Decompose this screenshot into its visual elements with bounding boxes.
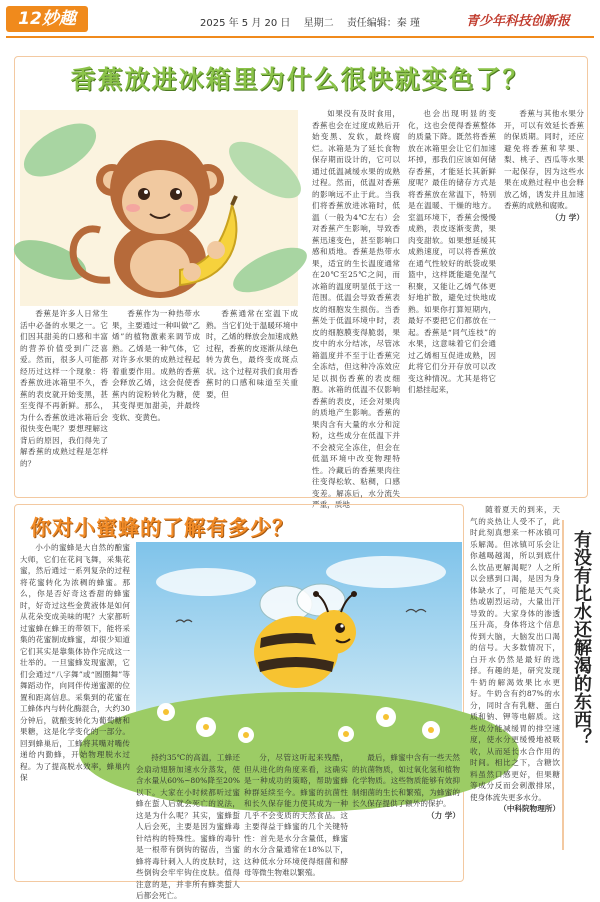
article1-col3: 香蕉通常在室温下成熟。当它们处于温暖环境中时，乙烯的释放会加速成熟过程，香蕉的皮逐渐从绿色转为黄色，最终变成斑点状。这个过程对我们食用香蕉时的口感和味道至关重要，但 — [206, 309, 298, 399]
bee-illustration — [136, 542, 462, 748]
article1-title: 香蕉放进冰箱里为什么很快就变色了？ — [70, 65, 530, 94]
article2-credit: （力 学） — [426, 810, 460, 820]
article1-col2: 香蕉作为一种热带水果，主要通过一种叫做“乙烯”的植物激素来调节成熟。乙烯是一种气体，它对许多水果的成熟过程起着重要作用。成熟的香蕉会释放乙烯，这会促使香蕉内的淀粉转化为糖，使其变得更加甜美，并最终变软、变黄色。 — [112, 309, 200, 422]
article2-col3: 分，尽管这听起来残酷，但从进化的角度来看，这确实是一种成功的策略，帮助蜜蜂种群延续至今。蜂蜜的抗菌性和长久保存能力使其成为一种几乎不会变质的天然食品。这主要得益于蜂蜜的几个关键特性：首先是水分含量低，蜂蜜的水分含量通常在18%以下，这种低水分环境使得细菌和酵母等微生物难以繁殖。 — [244, 753, 348, 877]
header-divider — [6, 36, 594, 38]
header-info — [200, 14, 430, 29]
bee-icon — [136, 542, 462, 748]
issue-date: 2025 年 5 月 20 日 — [200, 18, 291, 29]
article3-divider — [562, 520, 564, 850]
article1-col1: 香蕉是许多人日常生活中必备的水果之一。它们因其甜美的口感和丰富的营养价值受到广泛喜爱。然而，很多人可能都经历过这样一个现象：将香蕉放进冰箱里不久，香蕉的表皮就开始变黑，甚至变得不再新鲜。那么，为什么香蕉放进冰箱后会很快变色呢？要想理解这背后的原因，我们得先了解香蕉的成熟过程是怎样的？ — [20, 309, 108, 468]
article2-col1: 小小的蜜蜂是大自然的酿蜜大师，它们在花间飞舞，采集花蜜，然后通过一系列复杂的过程将花蜜转化为浓稠的蜂蜜。那么，你是否好奇这香甜的蜂蜜时，好奇过这些金黄液体是如何从花朵变成美味的呢？大家都听过蜜蜂在蜂王的带领下，能将采集的花蜜制成蜂蜜，却很少知道它们其实是靠集体协作完成这一壮举的。一旦蜜蜂发现蜜源，它们会通过“八字舞”或“圆圈舞”等舞蹈动作，向同伴传递蜜源的位置和距离信息。采集到的花蜜在工蜂体内与转化酶混合，大约30分钟后，就酿变转化为葡萄糖和果糖，这是化学变化的一部分。回到蜂巢后，工蜂将其嘴对嘴传递给内勤蜂，开始物理脱水过程。为了提高脱水效率，蜂巢内保 — [20, 543, 130, 782]
article3-credit: （中科院物理所） — [499, 804, 560, 813]
article1-col6: 香蕉与其他水果分开，可以有效延长香蕉的保质期。同时，还应避免将香蕉和苹果、梨、桃子、西瓜等水果一起保存，因为这些水果在成熟过程中也会释放乙烯，诱发并且加速香蕉的成熟和腐败。 （力 学） — [504, 109, 584, 222]
newspaper-brand: 青少年科技创新报 — [466, 14, 571, 29]
article1-col4: 如果没有及时食用，香蕉也会在过度成熟后开始变黑、发软，最终腐烂。冰箱是为了延长食物保存期而设计的，它可以通过低温减缓水果的成熟过程。然而，低温对香蕉的影响远不止于此。当我们将香蕉放进冰箱时，低温（一般为4℃左右）会对香蕉产生影响，导致香蕉迅速变色，甚至影响口感和质地。香蕉是热带水果，适宜的生长温度通常在20℃至25℃之间，而冰箱的温度明显低于这一范围。低温会导致香蕉表皮的细胞发生损伤。当香蕉处于低温环境中时，表皮的细胞膜变得脆弱，果皮中的水分结冰，尽管冰箱温度并不至于让香蕉完全冻结，但这种冷冻效应足以损伤香蕉的表皮细胞。冰箱的低温不仅影响香蕉的表皮，还会对果肉的质地产生影响。香蕉的果肉含有大量的水分和淀粉，这些成分在低温下并不会被完全冻住，但会在低温环境中改变物理特性。冷藏后的香蕉果肉往往变得松软、粘稠，口感变差。解冻后，水分流失严重，质地 — [312, 109, 400, 509]
monkey-icon — [20, 110, 298, 306]
editor-credit: 责任编辑：秦 瑾 — [346, 18, 420, 29]
section-badge: 12妙趣 — [6, 6, 88, 32]
article1-col5: 也会出现明显的变化，这也会使得香蕉整体的质量下降。既然将香蕉放在冰箱里会让它们加速坏掉，那我们应该如何储存香蕉，才能延长其新鲜度呢？最佳的储存方式是将香蕉放在常温下，特别是在温暖、干燥的地方。室温环境下，香蕉会慢慢成熟，表皮逐渐变黄，果肉变甜软。如果想延缓其成熟速度，可以将香蕉放在通气性较好的纸袋或果篮中，这样既能避免湿气积聚，又能让乙烯气体更好地扩散，避免过快地成熟。如果你打算短期内，最好不要把它们都放在一起。香蕉是“同气连枝”的水果，这意味着它们会通过乙烯相互促进成熟，因此将它们分开存放可以改变这种情况。尤其是将它们悬挂起来， — [408, 109, 496, 394]
article3-title: 有没有比水还解渴的东西？ — [571, 530, 592, 746]
article2-col4: 最后，蜂蜜中含有一些天然的抗菌物质，如过氧化氢和植物化学物质。这些物质能够有效抑制细菌的生长和繁殖，为蜂蜜的长久保存提供了额外的保护。 （力 学） — [352, 753, 460, 820]
article1-credit: （力 学） — [550, 212, 584, 222]
monkey-banana-illustration — [20, 110, 298, 306]
article2-title: 你对小蜜蜂的了解有多少？ — [30, 516, 294, 540]
issue-weekday: 星期二 — [303, 18, 334, 29]
article3-col1: 随着夏天的到来，天气的炎热让人受不了，此时此刻真想来一杯冰镇可乐解渴。但冰镇可乐会让你越喝越渴，所以到底什么饮品更解渴呢？人之所以会感到口渴，是因为身体缺水了，可能是天气炎热或剧烈运动，大量出汗导致的。大家身体的渗透压升高，身体将这个信息传到大脑，大脑发出口渴的信号。大多数情况下，白开水仍然是最好的选择。有趣的是，研究发现牛奶的解渴效果比水更好。牛奶含有约87%的水分，同时含有乳糖、蛋白质和钠、钾等电解质。这些成分能减缓胃的排空速度，使水分更缓慢地被吸收，从而延长水合作用的时间。相比之下，含糖饮料虽然口感更好，但果糖等成分反而会刺激排尿，使身体流失更多水分。 （中科院物理所） — [470, 505, 560, 813]
article2-col2: 持约35℃的高温，工蜂还会扇动翅膀加速水分蒸发，使含水量从60%~80%降至20%以下。大家在小时候都听过蜜蜂在蜇人后就会死亡的说法，这是为什么呢？其实，蜜蜂蜇人后会死，主要是因为蜜蜂毒针结构的特殊性。蜜蜂的毒针是一根带有倒钩的锯齿，当蜜蜂将毒针刺入人的皮肤时，这些倒钩会牢牢钩住皮肤。值得注意的是，并非所有蜂类蜇人后都会死亡。 — [136, 753, 240, 900]
